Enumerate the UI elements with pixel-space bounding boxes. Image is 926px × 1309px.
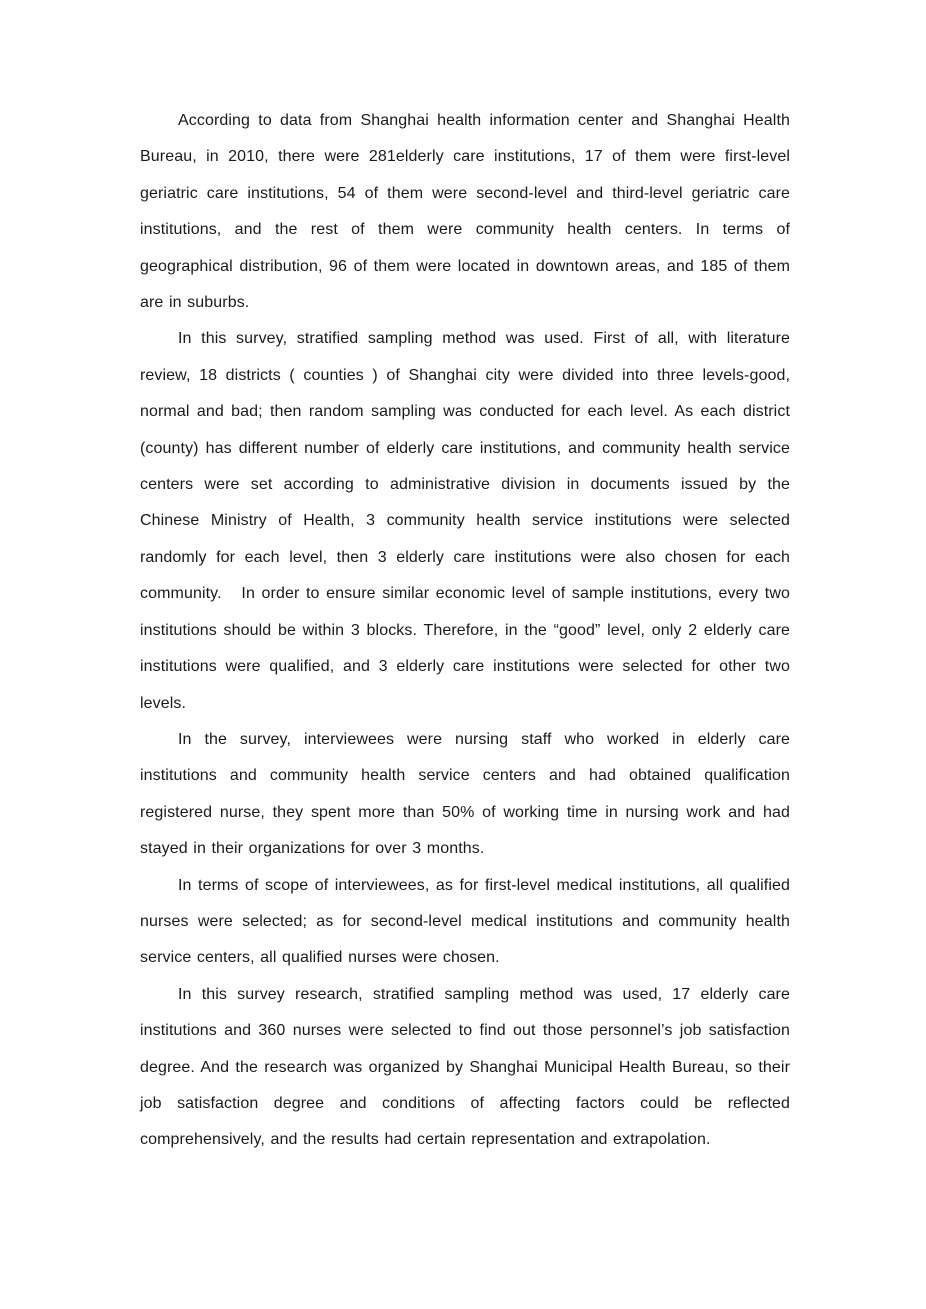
paragraph-sampling-method: In this survey, stratified sampling method was used. First of all, with literature review, 18 districts ( counties ) of Shanghai city were divided into three levels-good, normal and bad; then random sampling was conducted for each level. As each district (county) has different number of elderly care institutions, and community health service centers were set according to administrative division in documents issued by the Chinese Ministry of Health, 3 community health service institutions were selected randomly for each level, then 3 elderly care institutions were also chosen for each community. In order to ensure similar economic level of sample institutions, every two institutions should be within 3 blocks. Therefore, in the “good” level, only 2 elderly care institutions were qualified, and 3 elderly care institutions were selected for other two levels. bbox=[140, 330, 790, 712]
document-body bbox=[140, 103, 790, 1159]
paragraph-interviewee-scope: In terms of scope of interviewees, as for first-level medical institutions, all qualified nurses were selected; as for second-level medical institutions and community health service centers, all qualified nurses were chosen. bbox=[140, 876, 790, 967]
paragraph-interviewee-criteria: In the survey, interviewees were nursing staff who worked in elderly care institutions and community health service centers and had obtained qualification registered nurse, they spent more than 50% of working time in nursing work and had stayed in their organizations for over 3 months. bbox=[140, 730, 790, 858]
paragraph-institutions-overview: According to data from Shanghai health information center and Shanghai Health Bureau, in 2010, there were 281elderly care institutions, 17 of them were first-level geriatric care institutions, 54 of them were second-level and third-level geriatric care institutions, and the rest of them were community health centers. In terms of geographical distribution, 96 of them were located in downtown areas, and 185 of them are in suburbs. bbox=[140, 112, 790, 312]
paragraph-research-summary: In this survey research, stratified sampling method was used, 17 elderly care institutions and 360 nurses were selected to find out those personnel’s job satisfaction degree. And the research was organized by Shanghai Municipal Health Bureau, so their job satisfaction degree and conditions of affecting factors could be reflected comprehensively, and the results had certain representation and extrapolation. bbox=[140, 985, 790, 1149]
